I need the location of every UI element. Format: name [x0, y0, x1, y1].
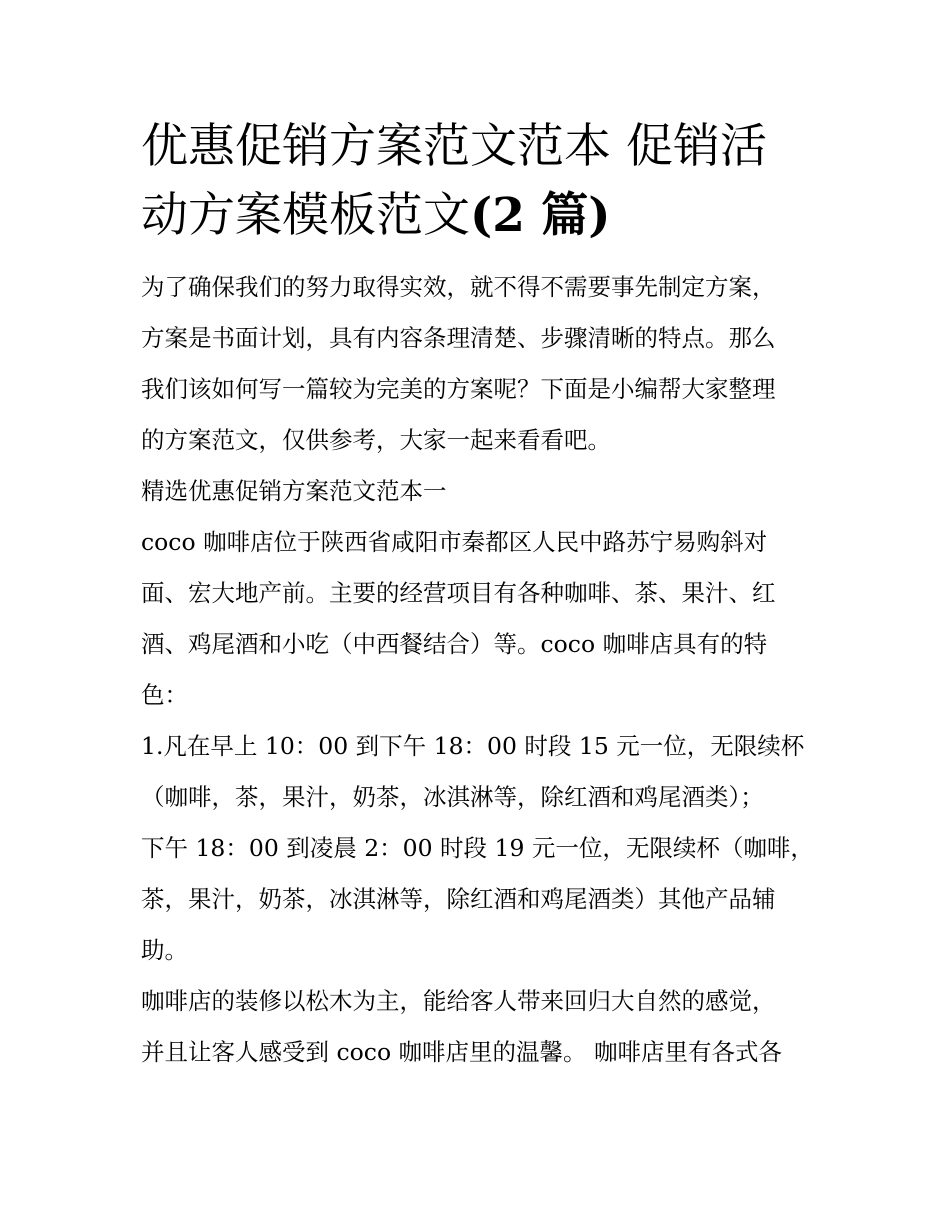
section-heading: [141, 466, 813, 517]
text-line: 1.凡在早上 10：00 到下午 18：00 时段 15 元一位，无限续杯: [141, 732, 805, 760]
text-line: （咖啡，茶，果汁，奶茶，冰淇淋等，除红酒和鸡尾酒类）；: [141, 783, 764, 811]
document-body: [141, 112, 813, 1078]
text-line: 茶，果汁，奶茶，冰淇淋等，除红酒和鸡尾酒类）其他产品辅: [141, 885, 776, 913]
title-line: 优惠促销方案范文范本 促销活: [141, 119, 767, 174]
text-line: 为了确保我们的努力取得实效，就不得不需要事先制定方案，: [141, 273, 776, 301]
text-line: 下午 18：00 到凌晨 2：00 时段 19 元一位，无限续杯（咖啡，: [141, 834, 814, 862]
shop-description-paragraph: [141, 517, 813, 721]
title-line-2-text: 动方案模板范文(2 篇): [141, 188, 611, 243]
text-line: 面、宏大地产前。主要的经营项目有各种咖啡、茶、果汁、红: [141, 579, 776, 607]
text-line: 助。: [141, 936, 188, 964]
document-title: [141, 112, 813, 250]
text-line: 精选优惠促销方案范文范本一: [141, 477, 447, 505]
title-count: (2 篇): [470, 188, 611, 243]
text-line: 酒、鸡尾酒和小吃（中西餐结合）等。coco 咖啡店具有的特: [141, 630, 768, 658]
text-line: 色：: [141, 681, 188, 709]
intro-paragraph: [141, 262, 813, 466]
text-line: 我们该如何写一篇较为完美的方案呢？下面是小编帮大家整理: [141, 375, 776, 403]
pricing-paragraph: [141, 721, 813, 976]
title-line: [141, 181, 813, 250]
decor-paragraph: [141, 976, 813, 1078]
text-line: 并且让客人感受到 coco 咖啡店里的温馨。 咖啡店里有各式各: [141, 1038, 783, 1066]
text-line: 咖啡店的装修以松木为主，能给客人带来回归大自然的感觉，: [141, 987, 776, 1015]
text-line: coco 咖啡店位于陕西省咸阳市秦都区人民中路苏宁易购斜对: [141, 528, 768, 556]
text-line: 的方案范文，仅供参考，大家一起来看看吧。: [141, 426, 611, 454]
text-line: 方案是书面计划，具有内容条理清楚、步骤清晰的特点。那么: [141, 324, 776, 352]
